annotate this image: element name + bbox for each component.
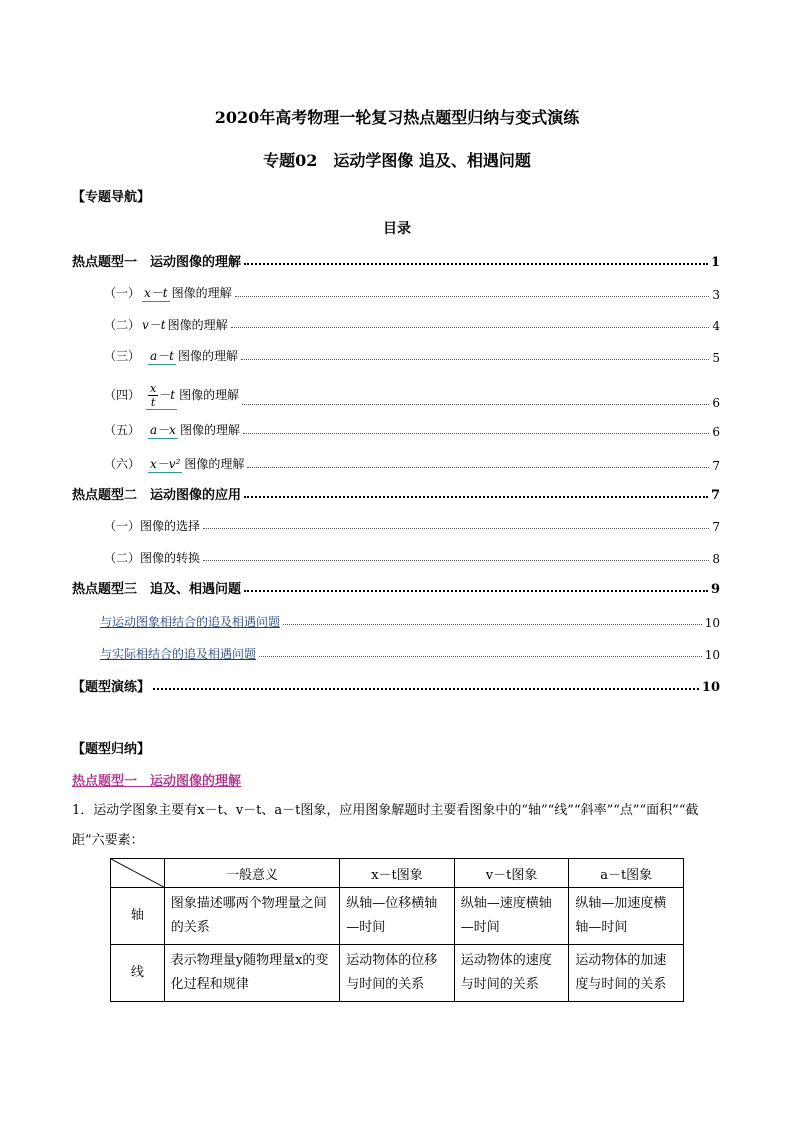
fraction-numerator: x [150, 382, 157, 395]
toc-leader-dots [247, 467, 709, 468]
toc-entry-math: a－t [150, 349, 174, 363]
toc-entry-prefix: （六） [104, 457, 141, 471]
toc-leader-dots [241, 359, 709, 360]
table-header-cell: v－t图象 [454, 859, 569, 888]
toc-entry-label: （一）图像的选择 [104, 519, 201, 533]
toc-entry[interactable] [104, 313, 720, 333]
toc-leader-dots [231, 327, 709, 328]
toc-leader-dots [259, 656, 702, 657]
table-header-cell: x－t图象 [340, 859, 455, 888]
toc-leader-dots [203, 560, 709, 561]
toc-page-number: 10 [704, 616, 720, 630]
toc-leader-dots [153, 688, 699, 690]
toc-entry[interactable] [104, 546, 720, 566]
nav-heading: 【专题导航】 [72, 190, 151, 205]
toc-page-number: 6 [712, 396, 720, 410]
toc-entry-suffix: 图像的理解 [179, 388, 240, 402]
toc-entry[interactable] [72, 483, 720, 503]
toc-page-number: 7 [712, 459, 720, 473]
table-cell: 图象描述哪两个物理量之间的关系 [164, 888, 339, 945]
toc-entry-suffix: 图像的理解 [179, 423, 240, 437]
table-row-head: 线 [111, 945, 165, 1002]
table-header-cell: a－t图象 [569, 859, 684, 888]
table-row [111, 888, 684, 945]
toc-entry-suffix: 图像的理解 [167, 318, 228, 332]
table-cell: 纵轴—位移横轴—时间 [340, 888, 455, 945]
toc-entry-label: 热点题型一 运动图像的理解 [72, 255, 242, 270]
toc-entry-prefix: （一） [104, 286, 141, 300]
toc-entry-link[interactable] [100, 642, 720, 662]
toc-page-number: 7 [712, 520, 720, 534]
topic-heading: 热点题型一 运动图像的理解 [72, 774, 242, 789]
toc-entry[interactable] [104, 453, 720, 473]
toc-entry-label: 热点题型二 运动图像的应用 [72, 488, 242, 503]
toc-entry-suffix: 图像的理解 [184, 457, 245, 471]
toc-entry-math: x－t [144, 286, 168, 300]
toc-entry-prefix: （四） [104, 388, 141, 402]
toc-entry-prefix: （二） [104, 318, 141, 332]
toc-entry-suffix: 图像的理解 [178, 349, 239, 363]
toc-entry-label[interactable]: 与实际相结合的追及相遇问题 [100, 647, 257, 661]
toc-entry[interactable] [72, 577, 720, 597]
table-row [111, 945, 684, 1002]
table-header-cell: 一般意义 [164, 859, 339, 888]
toc-entry-label: 热点题型三 追及、相遇问题 [72, 582, 242, 597]
fraction [148, 382, 158, 409]
toc-entry-suffix: 图像的理解 [171, 286, 232, 300]
toc-entry-label: （二）图像的转换 [104, 551, 201, 565]
toc-entry-math: －t [158, 388, 176, 402]
table-cell: 运动物体的速度与时间的关系 [454, 945, 569, 1002]
toc-entry-math: x－v² [150, 457, 181, 471]
toc-entry[interactable] [72, 675, 720, 695]
table-header-row [111, 859, 684, 888]
toc-page-number: 9 [710, 582, 720, 597]
toc-entry[interactable] [104, 345, 720, 365]
paragraph-line: 距”六要素： [72, 833, 144, 848]
section-heading: 【题型归纳】 [72, 742, 151, 757]
toc-page-number: 10 [704, 648, 720, 662]
toc-leader-dots [244, 263, 708, 265]
toc-leader-dots [235, 296, 709, 297]
toc-page-number: 4 [712, 319, 720, 333]
toc-entry-math: a－x [150, 423, 176, 437]
table-cell: 表示物理量y随物理量x的变化过程和规律 [164, 945, 339, 1002]
image-elements-table [110, 858, 684, 1002]
document-subtitle: 专题02 运动学图像 追及、相遇问题 [263, 151, 531, 170]
toc-entry-label: 【题型演练】 [72, 680, 151, 695]
toc-entry[interactable] [104, 376, 720, 410]
toc-leader-dots [243, 433, 709, 434]
toc-leader-dots [242, 404, 709, 405]
document-title: 2020年高考物理一轮复习热点题型归纳与变式演练 [214, 108, 580, 127]
table-cell: 纵轴—速度横轴—时间 [454, 888, 569, 945]
table-cell: 运动物体的位移与时间的关系 [340, 945, 455, 1002]
toc-entry[interactable] [72, 250, 720, 270]
toc-page-number: 5 [712, 351, 720, 365]
toc-leader-dots [203, 528, 709, 529]
diagonal-line [111, 859, 164, 887]
toc-page-number: 6 [712, 425, 720, 439]
fraction-denominator: t [150, 396, 156, 409]
toc-page-number: 10 [701, 680, 720, 695]
table-row-head: 轴 [111, 888, 165, 945]
toc-leader-dots [244, 590, 708, 592]
toc-entry-prefix: （五） [104, 423, 141, 437]
toc-page-number: 1 [710, 255, 720, 270]
toc-title: 目录 [383, 221, 411, 237]
toc-entry-prefix: （三） [104, 349, 141, 363]
toc-entry[interactable] [104, 282, 720, 302]
toc-entry-link[interactable] [100, 610, 720, 630]
toc-page-number: 8 [712, 552, 720, 566]
toc-entry-math: v－t [142, 318, 166, 332]
toc-entry[interactable] [104, 419, 720, 439]
toc-entry-label[interactable]: 与运动图象相结合的追及相遇问题 [100, 615, 281, 629]
table-cell: 运动物体的加速度与时间的关系 [569, 945, 684, 1002]
table-cell: 纵轴—加速度横轴—时间 [569, 888, 684, 945]
toc-page-number: 3 [712, 288, 720, 302]
toc-entry[interactable] [104, 514, 720, 534]
paragraph-line: 1．运动学图象主要有x－t、v－t、a－t图象，应用图象解题时主要看图象中的“轴”“线”“斜率”“点”“面积”“截 [72, 803, 699, 818]
toc-leader-dots [244, 496, 708, 498]
table-corner-cell [111, 859, 165, 888]
toc-page-number: 7 [710, 488, 720, 503]
toc-leader-dots [283, 624, 702, 625]
